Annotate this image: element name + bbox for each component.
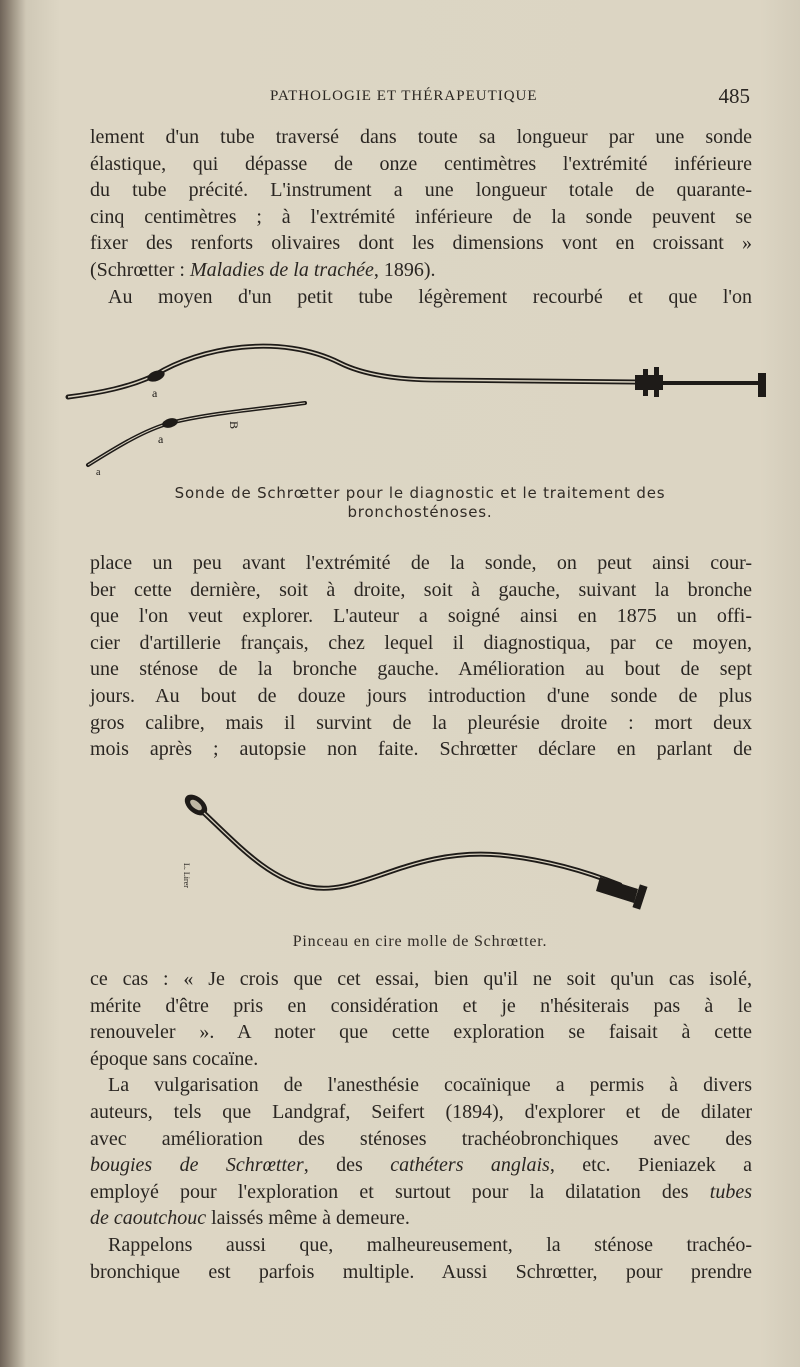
text-line: bronchique est parfois multiple. Aussi Schrœtter, pour prendre (90, 1260, 752, 1283)
term-bougies: bougies de Schrœtter (90, 1154, 304, 1177)
page-number: 485 (718, 84, 750, 108)
text-line: place un peu avant l'extrémité de la sonde, on peut ainsi cour- (90, 552, 752, 574)
text-line-citation (90, 257, 752, 284)
text-line: du tube précité. L'instrument a une longueur totale de quarante- (90, 179, 752, 202)
figure-letter-c: a (158, 432, 164, 446)
text-line: jours. Au bout de douze jours introduction d'une sonde de plus (90, 684, 752, 707)
term-tubes: tubes (709, 1180, 752, 1203)
figure-pinceau-illustration (170, 785, 670, 920)
text-line: cier d'artillerie français, chez lequel il diagnostiqua, par ce moyen, (90, 631, 752, 654)
paragraph-1 (90, 124, 752, 310)
text-line (90, 1205, 752, 1232)
text-line: une sténose de la bronche gauche. Amélioration au bout de sept (90, 658, 752, 681)
text-line: Rappelons aussi que, malheureusement, la sténose trachéo- (108, 1233, 752, 1256)
text-line: ce cas : « Je crois que cet essai, bien qu'il ne soit qu'un cas isolé, (90, 968, 752, 990)
paragraph-2 (90, 550, 752, 763)
text-line: que l'on veut explorer. L'auteur a soigné ainsi en 1875 un offi- (90, 605, 752, 628)
text-line: mérite d'être pris en considération et je n'hésiterais pas à le (90, 994, 752, 1017)
figure-sonde-illustration (60, 335, 775, 475)
running-head: PATHOLOGIE ET THÉRAPEUTIQUE (270, 88, 538, 104)
page-header (90, 84, 750, 110)
citation-year: , 1896). (373, 258, 436, 281)
term-catheters: cathéters anglais (390, 1154, 550, 1177)
text-line: fixer des renforts olivaires dont les dimensions vont en croissant » (90, 232, 752, 255)
engraver-signature: L. Lirer (182, 863, 191, 888)
text-line: renouveler ». A noter que cette exploration se faisait à cette (90, 1021, 752, 1044)
text-line: lement d'un tube traversé dans toute sa longueur par une sonde (90, 126, 752, 148)
sonde-long-drawing (68, 346, 766, 397)
pinceau-drawing (181, 791, 648, 910)
citation-title: Maladies de la trachée (189, 258, 374, 281)
text-line: Au moyen d'un petit tube légèrement recourbé et que l'on (108, 285, 752, 308)
text-line: avec amélioration des sténoses trachéobronchiques avec des (90, 1127, 752, 1150)
text-line: époque sans cocaïne. (90, 1047, 259, 1070)
text-fragment: laissés même à demeure. (206, 1207, 410, 1230)
text-line: mois après ; autopsie non faite. Schrœtter déclare en parlant de (90, 738, 752, 761)
figure-letter-d: a (96, 467, 101, 475)
text-line: auteurs, tels que Landgraf, Seifert (1894), d'explorer et de dilater (90, 1100, 752, 1123)
term-caoutchouc: de caoutchouc (90, 1207, 207, 1230)
text-line: élastique, qui dépasse de onze centimètres l'extrémité inférieure (90, 152, 752, 175)
figure-2-caption: Pinceau en cire molle de Schrœtter. (292, 933, 548, 950)
text-line (90, 1179, 752, 1206)
text-fragment: , etc. Pieniazek a (549, 1154, 752, 1177)
text-line: cinq centimètres ; à l'extrémité inférieure de la sonde peuvent se (90, 205, 752, 228)
citation-prefix: (Schrœtter : (90, 258, 190, 281)
text-line-italic-terms (90, 1152, 752, 1179)
figure-letter-b: B (227, 421, 241, 430)
text-fragment: employé pour l'exploration et surtout pour la dilatation des (90, 1180, 710, 1203)
text-fragment: , des (303, 1154, 391, 1177)
text-line: gros calibre, mais il survint de la pleurésie droite : mort deux (90, 711, 752, 734)
sonde-short-drawing (88, 403, 305, 465)
text-line: La vulgarisation de l'anesthésie cocaïnique a permis à divers (108, 1074, 752, 1097)
text-line: ber cette dernière, soit à droite, soit à gauche, suivant la bronche (90, 578, 752, 601)
figure-1-caption: Sonde de Schrœtter pour le diagnostic et le traitement des bronchosténoses. (174, 484, 666, 521)
paragraph-3 (90, 966, 752, 1285)
figure-letter-a: a (152, 386, 158, 400)
